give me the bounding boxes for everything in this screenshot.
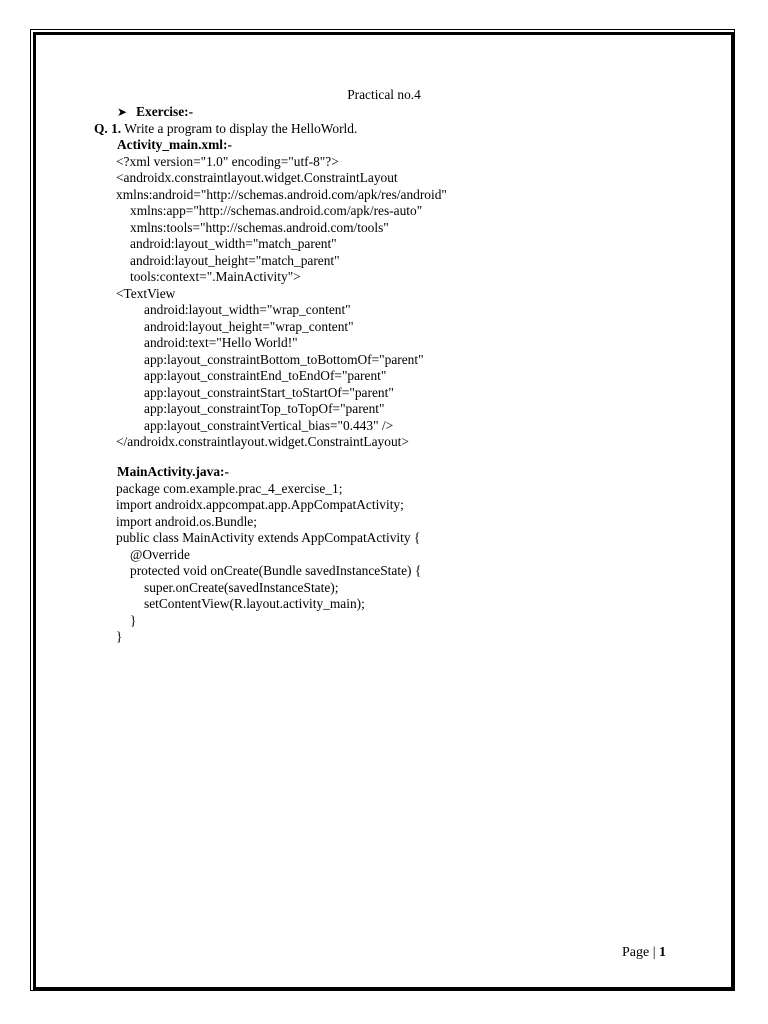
java-code-line: @Override [130,547,190,562]
question-text: Write a program to display the HelloWorld. [121,121,358,136]
xml-code-line: xmlns:app="http://schemas.android.com/apk/res-auto" [130,203,423,218]
xml-code-line: </androidx.constraintlayout.widget.ConstraintLayout> [116,434,409,449]
java-code-line: public class MainActivity extends AppCompatActivity { [116,530,421,545]
xml-code-line: <?xml version="1.0" encoding="utf-8"?> [116,154,339,169]
xml-code-line: xmlns:tools="http://schemas.android.com/tools" [130,220,389,235]
page-footer [622,944,666,962]
arrowhead-bullet-icon: ➤ [117,105,128,119]
xml-code-line: android:layout_width="match_parent" [130,236,337,251]
xml-section-heading: Activity_main.xml:- [117,137,232,152]
practical-title: Practical no.4 [347,87,421,102]
java-code-line: import androidx.appcompat.app.AppCompatActivity; [116,497,404,512]
xml-code-line: android:text="Hello World!" [144,335,298,350]
xml-code-line: app:layout_constraintTop_toTopOf="parent" [144,401,385,416]
xml-code-line: android:layout_height="wrap_content" [144,319,354,334]
java-code-line: } [130,613,137,628]
xml-code-line: <androidx.constraintlayout.widget.ConstraintLayout [116,170,398,185]
java-code-line: import android.os.Bundle; [116,514,257,529]
xml-code-line: app:layout_constraintEnd_toEndOf="parent" [144,368,387,383]
xml-code-line: app:layout_constraintStart_toStartOf="parent" [144,385,394,400]
exercise-label: Exercise:- [136,104,194,119]
java-code-line: protected void onCreate(Bundle savedInstanceState) { [130,563,422,578]
java-code-line: super.onCreate(savedInstanceState); [144,580,339,595]
java-code-line: setContentView(R.layout.activity_main); [144,596,365,611]
xml-code-line: android:layout_width="wrap_content" [144,302,351,317]
xml-code-line: app:layout_constraintVertical_bias="0.443" /> [144,418,394,433]
xml-code-line: <TextView [116,286,176,301]
java-code-line: package com.example.prac_4_exercise_1; [116,481,343,496]
xml-code-line: xmlns:android="http://schemas.android.com/apk/res/android" [116,187,447,202]
java-section-heading: MainActivity.java:- [117,464,229,479]
page-label: Page | [622,945,660,960]
xml-code-line: android:layout_height="match_parent" [130,253,340,268]
exercise-heading [117,104,193,120]
xml-code-line: tools:context=".MainActivity"> [130,269,301,284]
question-number: Q. 1. [94,121,122,136]
page-number: 1 [659,945,667,960]
java-code-line: } [116,629,123,644]
question-line [94,121,357,137]
xml-code-line: app:layout_constraintBottom_toBottomOf="parent" [144,352,424,367]
